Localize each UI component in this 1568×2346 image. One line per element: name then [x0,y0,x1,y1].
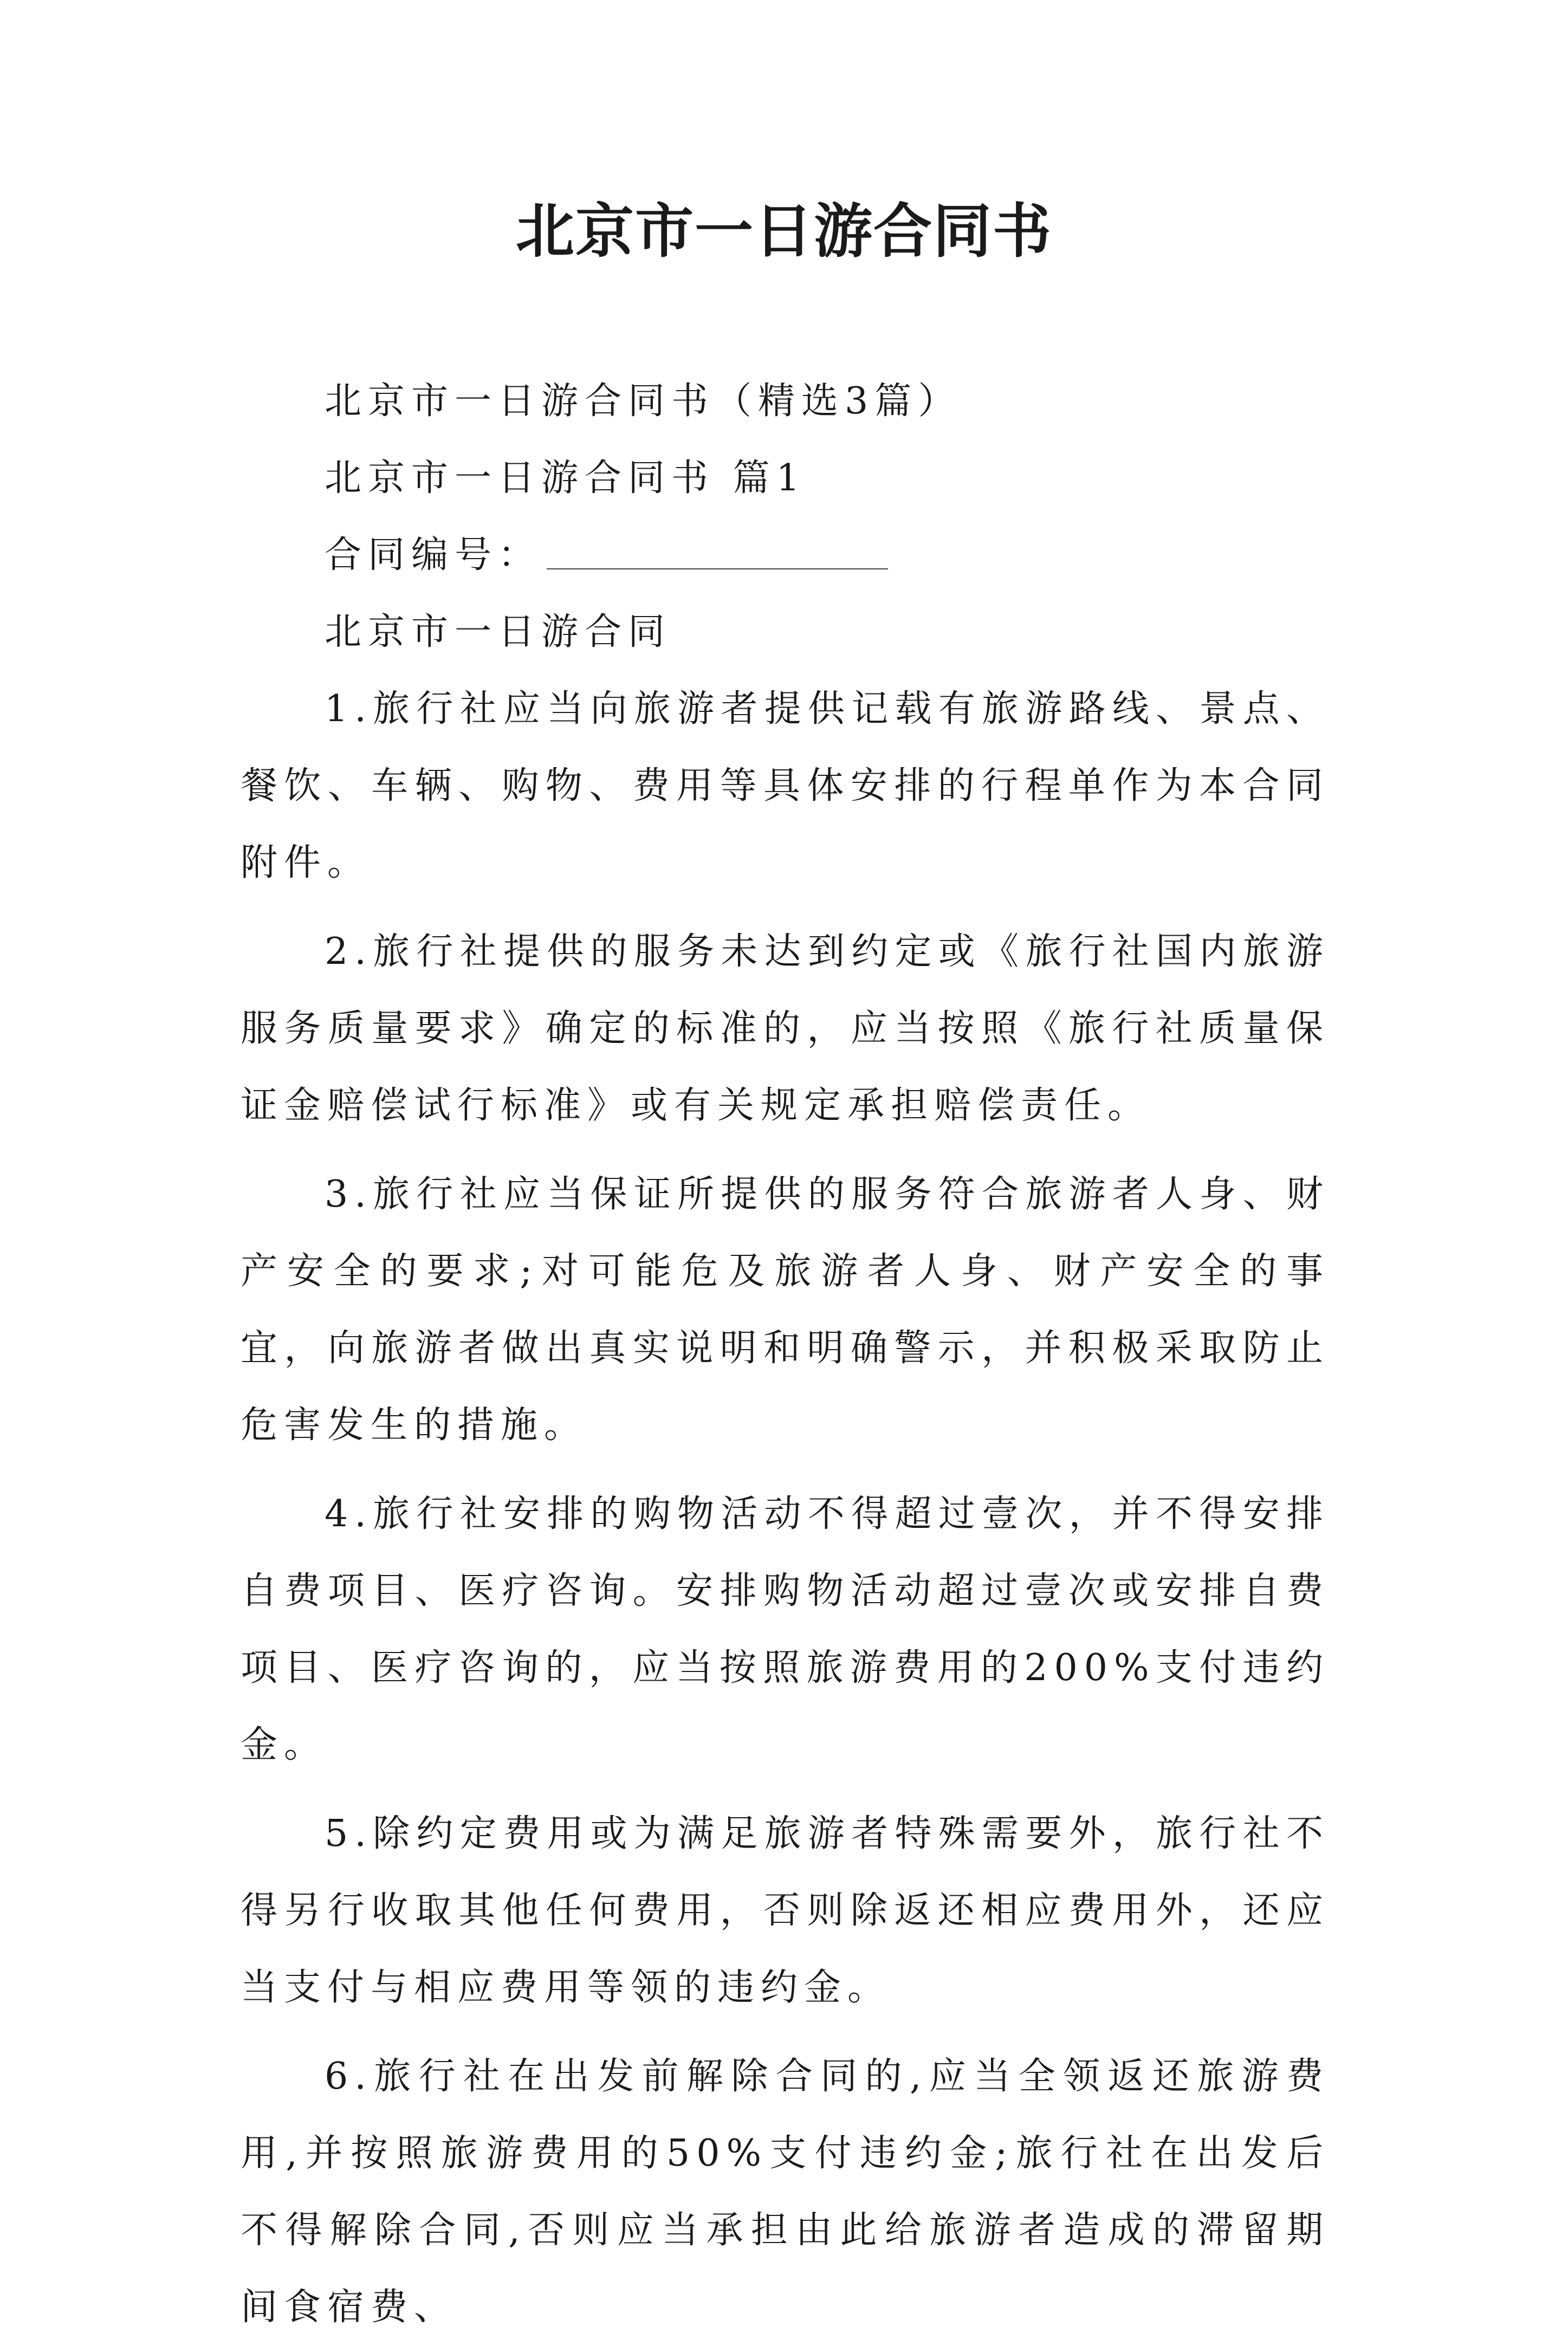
contract-number-label: 合同编号： [325,534,542,576]
clause-6: 6.旅行社在出发前解除合同的,应当全领返还旅游费用,并按照旅游费用的50%支付违约金;旅行社在出发后不得解除合同,否则应当承担由此给旅游者造成的滞留期间食宿费、 [241,2055,1330,2329]
subtitle-line: 北京市一日游合同书（精选3篇） [325,380,962,423]
clause-5: 5.除约定费用或为满足旅游者特殊需要外，旅行社不得另行收取其他任何费用，否则除返还相应费用外，还应当支付与相应费用等领的违约金。 [241,1812,1330,2009]
contract-number-line [241,517,1330,594]
document-body [241,363,1330,2346]
clause-1: 1.旅行社应当向旅游者提供记载有旅游路线、景点、餐饮、车辆、购物、费用等具体安排的行程单作为本合同附件。 [241,688,1330,884]
contract-name: 北京市一日游合同 [325,611,672,653]
contract-number-blank [547,568,888,569]
clause-2: 2.旅行社提供的服务未达到约定或《旅行社国内旅游服务质量要求》确定的标准的，应当按照《旅行社质量保证金赔偿试行标准》或有关规定承担赔偿责任。 [241,930,1330,1127]
section-heading: 北京市一日游合同书 篇1 [325,457,806,500]
clause-3: 3.旅行社应当保证所提供的服务符合旅游者人身、财产安全的要求;对可能危及旅游者人身、财产安全的事宜，向旅游者做出真实说明和明确警示，并积极采取防止危害发生的措施。 [241,1173,1330,1447]
document-title: 北京市一日游合同书 [515,197,1052,265]
clause-4: 4.旅行社安排的购物活动不得超过壹次，并不得安排自费项目、医疗咨询。安排购物活动超过壹次或安排自费项目、医疗咨询的，应当按照旅游费用的200%支付违约金。 [241,1493,1330,1766]
